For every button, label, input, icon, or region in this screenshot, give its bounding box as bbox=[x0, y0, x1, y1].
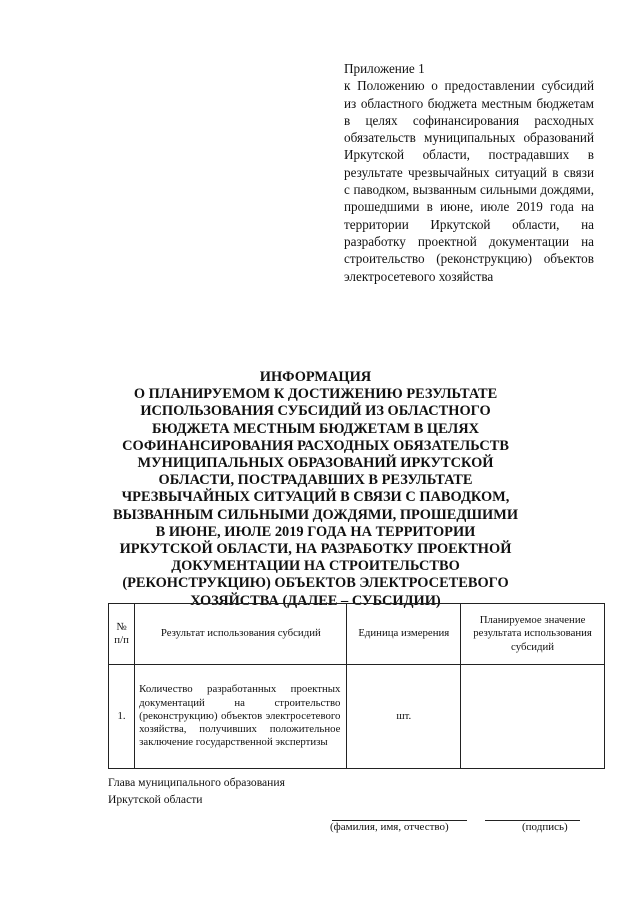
header-num bbox=[109, 604, 135, 665]
table-row bbox=[109, 665, 605, 769]
row-result-text: Количество разработанных проектных документаций на строительство (реконструкцию) объектов электросетевого хозяйства, получивших положительное заключение государственной экспертизы bbox=[139, 683, 341, 749]
header-result-text: Результат использования субсидий bbox=[160, 627, 321, 640]
row-unit: шт. bbox=[347, 665, 461, 769]
signatory-position bbox=[108, 775, 338, 808]
header-unit bbox=[347, 604, 461, 665]
row-result bbox=[135, 665, 347, 769]
table-header-row bbox=[109, 604, 605, 665]
header-planned-text: Планируемое значение результата использования субсидий bbox=[473, 614, 592, 653]
header-result bbox=[135, 604, 347, 665]
header-unit-text: Единица измерения bbox=[358, 627, 450, 640]
row-planned bbox=[461, 665, 605, 769]
appendix-block bbox=[344, 60, 594, 285]
header-planned bbox=[461, 604, 605, 665]
results-table bbox=[108, 603, 605, 769]
title-rest: О ПЛАНИРУЕМОМ К ДОСТИЖЕНИЮ РЕЗУЛЬТАТЕ ИСПОЛЬЗОВАНИЯ СУБСИДИЙ ИЗ ОБЛАСТНОГО БЮДЖЕТА МЕСТНЫМ БЮДЖЕТАМ В ЦЕЛЯХ СОФИНАНСИРОВАНИЯ РАСХОДНЫХ ОБЯЗАТЕЛЬСТВ МУНИЦИПАЛЬНЫХ ОБРАЗОВАНИЙ ИРКУТСКОЙ ОБЛАСТИ, ПОСТРАДАВШИХ В РЕЗУЛЬТАТЕ ЧРЕЗВЫЧАЙНЫХ СИТУАЦИЙ В СВЯЗИ С ПАВОДКОМ, ВЫЗВАННЫМ СИЛЬНЫМИ ДОЖДЯМИ, ПРОШЕДШИМИ В ИЮНЕ, ИЮЛЕ 2019 ГОДА НА ТЕРРИТОРИИ ИРКУТСКОЙ ОБЛАСТИ, НА РАЗРАБОТКУ ПРОЕКТНОЙ ДОКУМЕНТАЦИИ НА СТРОИТЕЛЬСТВО (РЕКОНСТРУКЦИЮ) ОБЪЕКТОВ ЭЛЕКТРОСЕТЕВОГО ХОЗЯЙСТВА (ДАЛЕЕ – СУБСИДИИ) bbox=[112, 386, 519, 609]
name-caption: (фамилия, имя, отчество) bbox=[330, 821, 449, 833]
header-num-text: № п/п bbox=[114, 620, 129, 646]
position-line-1: Глава муниципального образования bbox=[108, 776, 285, 789]
document-title bbox=[108, 369, 523, 610]
row-num: 1. bbox=[109, 665, 135, 769]
position-line-2: Иркутской области bbox=[108, 792, 203, 806]
appendix-heading: Приложение 1 bbox=[344, 61, 425, 76]
title-line-1: ИНФОРМАЦИЯ bbox=[259, 369, 372, 385]
appendix-text: к Положению о предоставлении субсидий из областного бюджета местным бюджетам в целях софинансирования расходных обязательств муниципальных образований Иркутской области, пострадавших в результате чрезвычайных ситуаций в связи с паводком, вызванным сильными дождями, прошедшими в июне, июле 2019 года на территории Иркутской области, на разработку проектной документации на строительство (реконструкцию) объектов электросетевого хозяйства bbox=[344, 78, 594, 284]
sign-caption: (подпись) bbox=[522, 821, 568, 833]
